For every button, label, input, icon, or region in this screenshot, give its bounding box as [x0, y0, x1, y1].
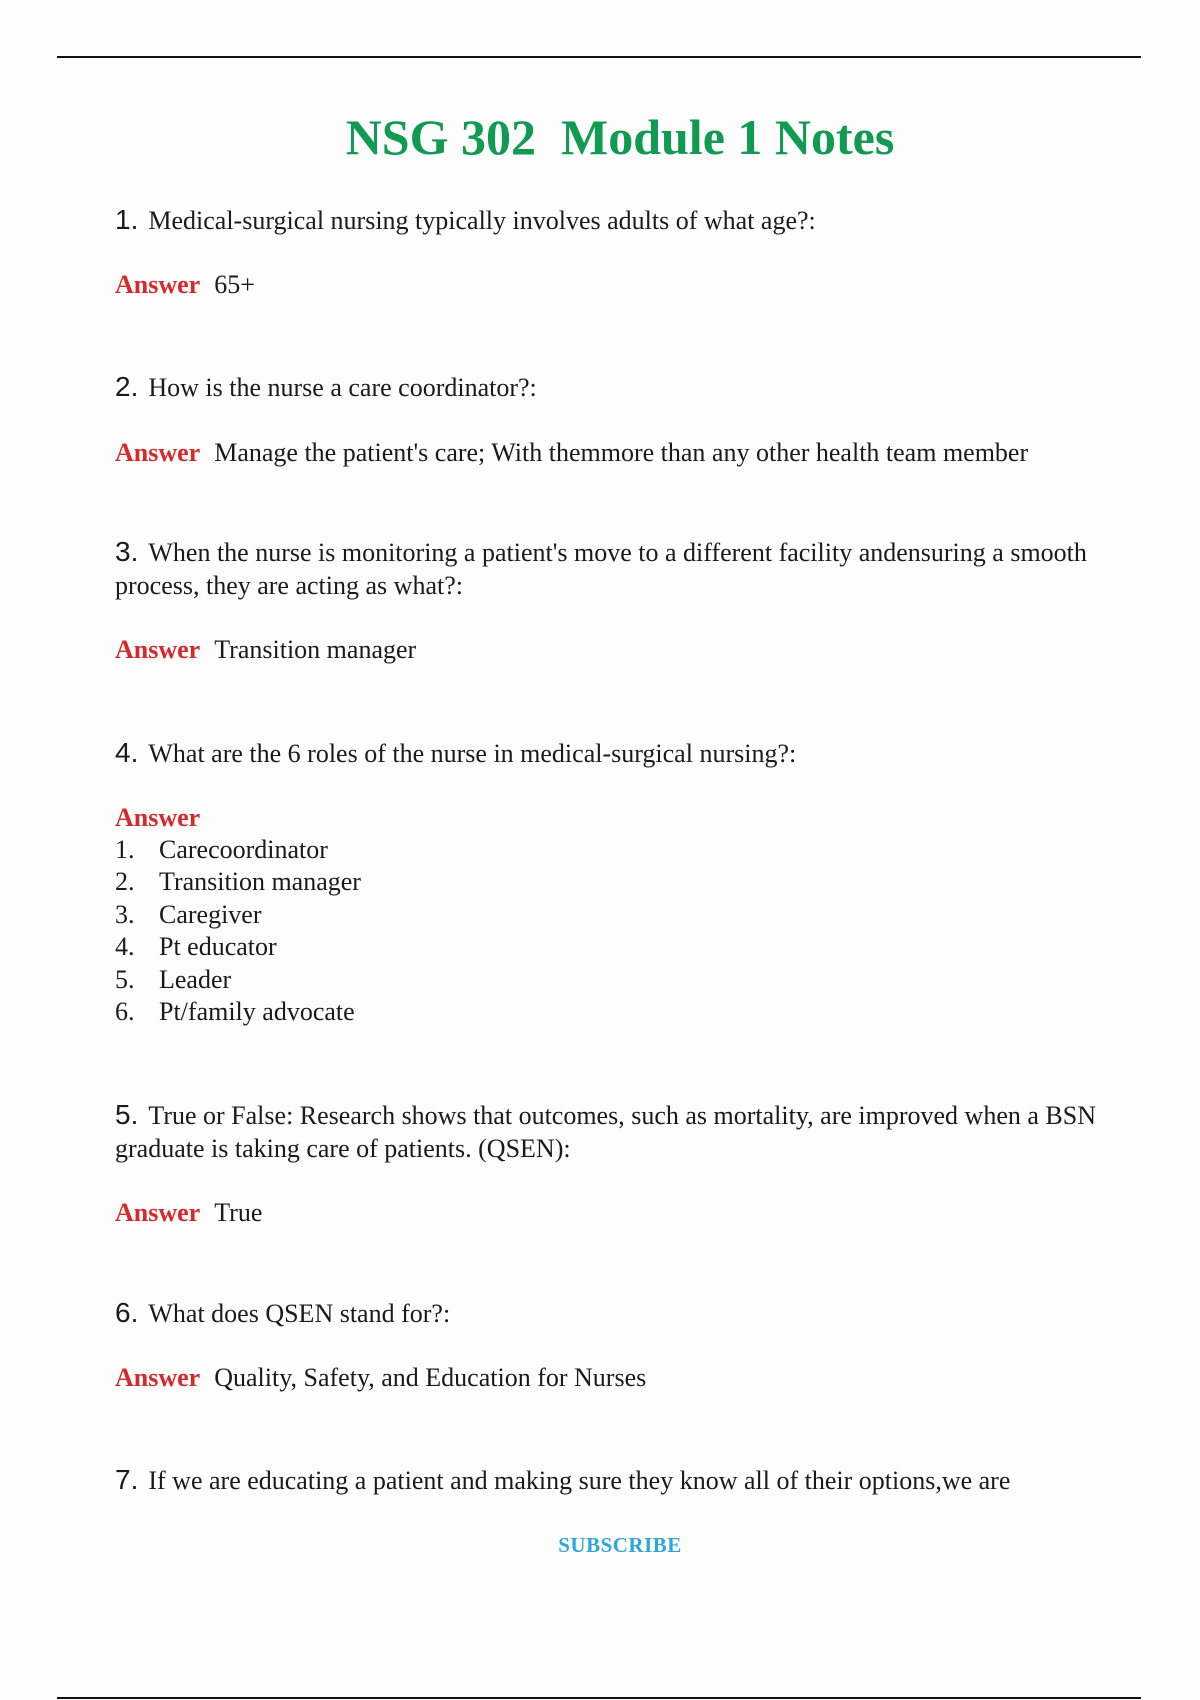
question-7 — [115, 1463, 1125, 1497]
answer-5 — [115, 1196, 262, 1229]
answer-text: Transition manager — [214, 635, 417, 664]
answer-text: Quality, Safety, and Education for Nurses — [214, 1363, 647, 1392]
list-item — [115, 996, 355, 1028]
question-4 — [115, 736, 1125, 770]
question-3 — [115, 535, 1125, 602]
list-number: 4. — [115, 932, 135, 961]
list-number: 2. — [115, 867, 135, 896]
question-1 — [115, 203, 1125, 237]
answer-text: True — [214, 1198, 263, 1227]
question-text: When the nurse is monitoring a patient's move to a different facility andensuring a smooth process, they are acting as what?: — [115, 538, 1087, 600]
list-item — [115, 899, 262, 931]
list-item — [115, 964, 231, 996]
list-text: Transition manager — [159, 867, 361, 896]
answer-label: Answer — [115, 803, 201, 832]
answer-1 — [115, 268, 255, 301]
list-number: 3. — [115, 900, 135, 929]
list-text: Carecoordinator — [159, 835, 328, 864]
question-text: What does QSEN stand for?: — [148, 1299, 451, 1328]
list-number: 5. — [115, 965, 135, 994]
bottom-rule — [57, 1697, 1141, 1699]
question-number: 3. — [115, 536, 139, 567]
question-text: How is the nurse a care coordinator?: — [148, 373, 537, 402]
top-rule — [57, 56, 1141, 58]
question-5 — [115, 1098, 1125, 1165]
list-text: Pt/family advocate — [159, 997, 355, 1026]
question-number: 4. — [115, 737, 139, 768]
question-text: True or False: Research shows that outcomes, such as mortality, are improved when a BSN graduate is taking care of patients. (QSEN): — [115, 1101, 1096, 1163]
question-text: If we are educating a patient and making sure they know all of their options,we are — [148, 1466, 1011, 1495]
answer-6 — [115, 1361, 646, 1394]
list-text: Pt educator — [159, 932, 277, 961]
list-number: 6. — [115, 997, 135, 1026]
answer-label: Answer — [115, 270, 201, 299]
answer-4 — [115, 801, 214, 834]
answer-text: Manage the patient's care; With themmore than any other health team member — [214, 438, 1029, 467]
list-text: Leader — [159, 965, 232, 994]
question-2 — [115, 370, 1125, 404]
list-item — [115, 931, 277, 963]
answer-label: Answer — [115, 1198, 201, 1227]
subscribe-link[interactable]: SUBSCRIBE — [558, 1533, 682, 1557]
list-item — [115, 866, 361, 898]
answer-label: Answer — [115, 1363, 201, 1392]
page-title: NSG 302 Module 1 Notes — [345, 109, 895, 165]
question-6 — [115, 1296, 1125, 1330]
answer-label: Answer — [115, 635, 201, 664]
question-number: 5. — [115, 1099, 139, 1130]
question-text: Medical-surgical nursing typically involves adults of what age?: — [148, 206, 816, 235]
list-number: 1. — [115, 835, 135, 864]
question-text: What are the 6 roles of the nurse in medical-surgical nursing?: — [148, 739, 797, 768]
list-item — [115, 834, 328, 866]
answer-2 — [115, 436, 1028, 469]
question-number: 6. — [115, 1297, 139, 1328]
answer-text: 65+ — [214, 270, 255, 299]
answer-label: Answer — [115, 438, 201, 467]
answer-3 — [115, 633, 416, 666]
list-text: Caregiver — [159, 900, 262, 929]
question-number: 7. — [115, 1464, 139, 1495]
question-number: 2. — [115, 371, 139, 402]
question-number: 1. — [115, 204, 139, 235]
